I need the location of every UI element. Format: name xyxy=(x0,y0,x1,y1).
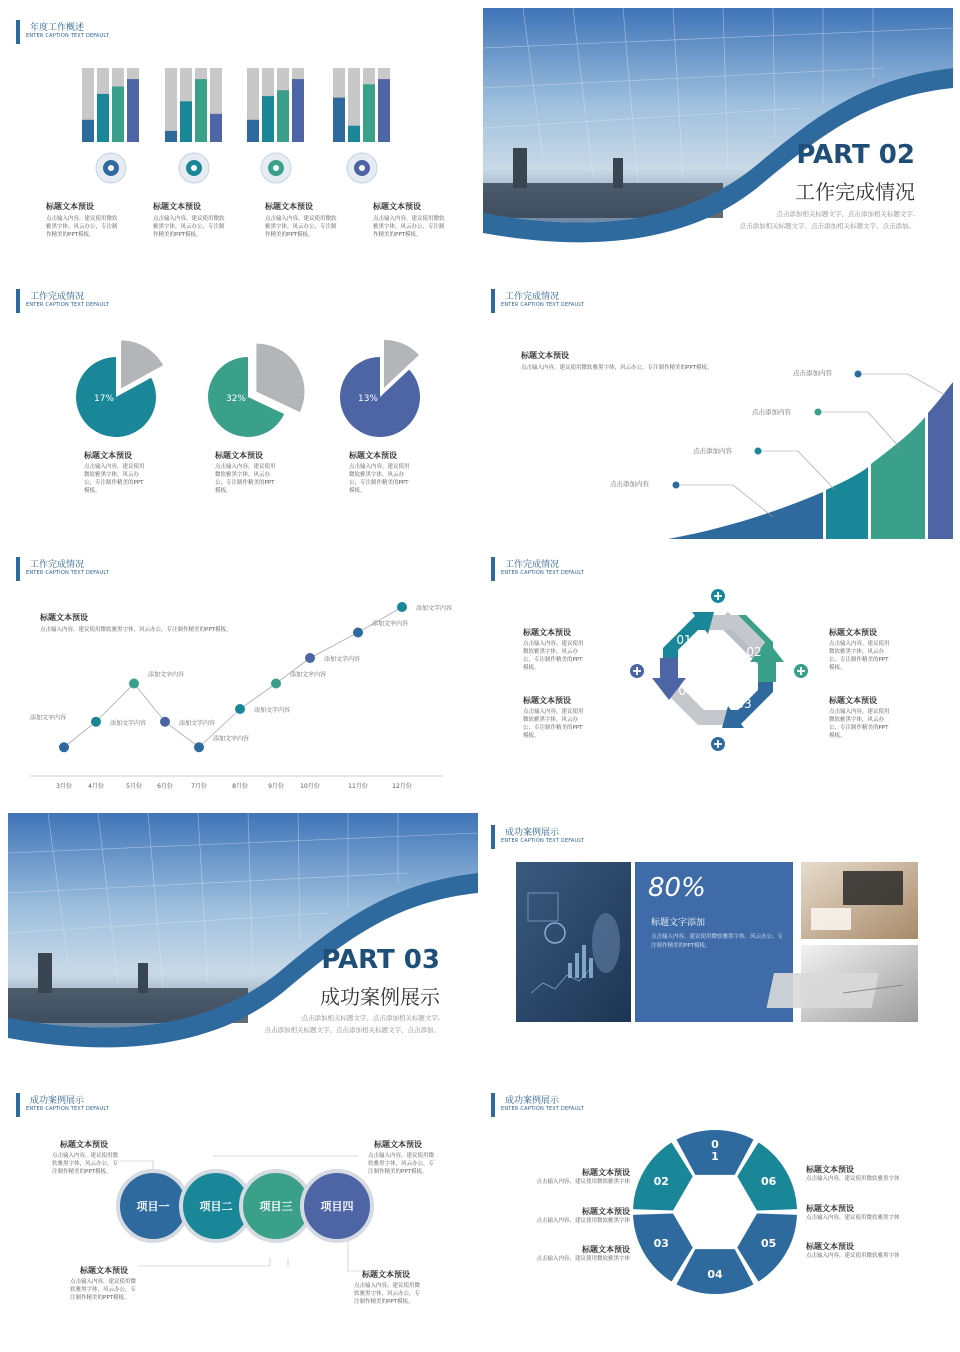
bar-group-1 xyxy=(82,68,139,142)
curve-segment-3 xyxy=(871,417,925,539)
pie-3 xyxy=(340,340,420,437)
pie-value-label: 32% xyxy=(225,394,247,404)
point-label: 添加文字内容 xyxy=(254,707,291,714)
caption-4 xyxy=(373,201,445,239)
curve-segment-4 xyxy=(928,382,953,539)
caption-title: 标题文本预设 xyxy=(374,1140,422,1149)
caption-title: 标题文本预设 xyxy=(523,696,571,705)
caption-title: 标题文本预设 xyxy=(84,451,132,460)
plus-icon-left xyxy=(630,664,644,678)
x-tick-label: 8月份 xyxy=(232,783,248,790)
slide-title: 成功案例展示 xyxy=(30,1096,85,1106)
point-label: 添加文字内容 xyxy=(148,671,185,679)
segment-number: 02 xyxy=(653,1175,669,1188)
data-point xyxy=(129,679,139,689)
x-tick-label: 7月份 xyxy=(191,783,207,790)
x-tick-label: 5月份 xyxy=(126,783,142,790)
caption-right-3 xyxy=(806,1241,928,1260)
part-desc-2: 点击添加相关标题文字、点击添加相关标题文字、点击添加。 xyxy=(739,222,915,230)
slide-projects xyxy=(8,1081,478,1321)
slide-title: 年度工作概述 xyxy=(30,23,85,33)
caption-title: 标题文本预设 xyxy=(582,1168,630,1177)
caption-title: 标题文本预设 xyxy=(806,1242,854,1251)
caption-title: 标题文本预设 xyxy=(582,1207,630,1216)
bar-fill xyxy=(333,98,345,142)
segment-number: 04 xyxy=(707,1268,723,1281)
caption-body: 点击输入内容，建议使用微软雅黑字体，风云办公，专注制作精美的PPT模板。 xyxy=(829,641,890,671)
pie-value-label: 17% xyxy=(93,394,115,404)
data-point xyxy=(353,628,363,638)
curve-segment-2 xyxy=(826,467,868,539)
data-point xyxy=(91,717,101,727)
bar-fill xyxy=(378,79,390,142)
slide-cycle xyxy=(483,545,953,785)
cycle-num-03: 03 xyxy=(736,697,752,711)
caption-body: 点击输入内容，建议使用微软雅黑字体 xyxy=(806,1253,900,1259)
bar-group-4 xyxy=(333,68,390,142)
refresh-icon xyxy=(347,153,377,183)
plus-icon-bottom xyxy=(711,737,725,751)
x-tick-label: 6月份 xyxy=(157,783,173,790)
slide-pie-progress xyxy=(8,277,478,517)
project-label-3: 项目三 xyxy=(259,1200,293,1213)
bar-fill xyxy=(292,79,304,142)
point-label: 添加文字内容 xyxy=(324,656,361,663)
caption-body: 点击输入内容，建议使用微软雅黑字体，风云办公，专注制作精美的PPT模板。 xyxy=(70,1279,137,1301)
caption-body: 点击输入内容，建议使用微软雅黑字体，风云办公，专注制作精美的PPT模板。 xyxy=(46,216,118,238)
slide-growth-curve xyxy=(483,277,953,517)
caption-bottom-right xyxy=(354,1269,422,1306)
bar-fill xyxy=(277,90,289,142)
caption-title: 标题文本预设 xyxy=(523,628,571,637)
tower-1 xyxy=(38,953,52,993)
caption-body: 点击输入内容，建议使用微软雅黑字体 xyxy=(536,1218,630,1224)
caption-left-2 xyxy=(508,1206,630,1225)
point-label: 添加文字内容 xyxy=(290,671,327,679)
data-point xyxy=(235,704,245,714)
curve-label-3: 点击添加内容 xyxy=(693,447,732,455)
caption-body: 点击输入内容，建议使用微软雅黑字体，风云办公，专注制作精美的PPT模板。 xyxy=(829,709,890,739)
data-point xyxy=(160,717,170,727)
caption-right-2 xyxy=(829,695,893,740)
part-number: PART 02 xyxy=(796,140,915,170)
caption-title: 标题文本预设 xyxy=(46,202,94,211)
pie-explode-slice xyxy=(121,340,163,388)
pie-explode-slice xyxy=(256,344,304,412)
gears-icon xyxy=(179,153,209,183)
slide-part-03 xyxy=(8,813,478,1053)
caption-body: 点击输入内容，建议使用微软雅黑字体，风云办公，专注制作精美的PPT模板。 xyxy=(349,464,410,494)
slide-subtitle-en: ENTER CAPTION TEXT DEFAULT xyxy=(26,302,109,308)
point-label: 添加文字内容 xyxy=(372,620,409,628)
stat-percent: 80% xyxy=(648,873,706,903)
caption-title: 标题文本预设 xyxy=(582,1245,630,1254)
x-tick-label: 9月份 xyxy=(268,783,284,790)
plus-icon-top xyxy=(711,589,725,603)
cycle-num-02: 02 xyxy=(746,645,762,659)
point-label: 添加文字内容 xyxy=(110,719,147,727)
point-label: 添加文字内容 xyxy=(416,605,453,612)
caption-title: 标题文本预设 xyxy=(80,1266,128,1275)
pie-value-label: 13% xyxy=(357,394,379,404)
section-body: 点击输入内容，建议使用微软雅黑字体，风云办公，专注制作精美的PPT模板。 xyxy=(521,365,713,371)
curve-label-4: 点击添加内容 xyxy=(610,480,649,488)
segment-number: 05 xyxy=(761,1237,777,1250)
caption-title: 标题文本预设 xyxy=(215,451,263,460)
point-label: 添加文字内容 xyxy=(179,719,216,727)
caption-3 xyxy=(265,201,337,239)
slide-title: 工作完成情况 xyxy=(505,292,560,302)
part-desc-1: 点击添加相关标题文字、点击添加相关标题文字, xyxy=(301,1014,440,1022)
bar-fill xyxy=(165,131,177,142)
curve-label-1: 点击添加内容 xyxy=(793,369,832,377)
slide-subtitle-en: ENTER CAPTION TEXT DEFAULT xyxy=(501,838,584,844)
caption-body: 点击输入内容，建议使用微软雅黑字体 xyxy=(806,1215,900,1221)
caption-body: 点击输入内容，建议使用微软雅黑字体，风云办公，专注制作精美的PPT模板。 xyxy=(153,216,225,238)
pie-main-slice xyxy=(340,357,420,437)
caption-right-1 xyxy=(829,627,893,672)
caption-body: 点击输入内容，建议使用微软雅黑字体 xyxy=(806,1176,900,1182)
caption-title: 标题文本预设 xyxy=(153,202,201,211)
bar-fill xyxy=(112,87,124,143)
data-point xyxy=(271,679,281,689)
slide-case-showcase xyxy=(483,813,953,1053)
bar-fill xyxy=(180,101,192,142)
caption-left-3 xyxy=(508,1244,630,1263)
section-body: 点击输入内容，建议使用微软雅黑字体，风云办公，专注制作精美的PPT模板。 xyxy=(40,627,232,633)
slide-hex-ring xyxy=(483,1081,953,1321)
project-label-1: 项目一 xyxy=(136,1200,170,1213)
part-desc-2: 点击添加相关标题文字、点击添加相关标题文字、点击添加。 xyxy=(264,1026,440,1034)
slide-annual-overview xyxy=(8,8,478,248)
growth-graphic xyxy=(483,277,953,517)
bar-track xyxy=(165,68,177,142)
caption-body: 点击输入内容，建议使用微软雅黑字体，风云办公，专注制作精美的PPT模板。 xyxy=(84,464,145,494)
marker-4 xyxy=(673,482,680,489)
part-desc-1: 点击添加相关标题文字、点击添加相关标题文字, xyxy=(776,210,915,218)
stat-subtitle: 标题文字添加 xyxy=(651,918,706,928)
briefcase-icon xyxy=(261,153,291,183)
data-point xyxy=(397,602,407,612)
segment-number: 03 xyxy=(653,1237,669,1250)
caption-2 xyxy=(153,201,225,239)
caption-title: 标题文本预设 xyxy=(265,202,313,211)
x-tick-label: 12月份 xyxy=(392,783,412,790)
slide-title: 工作完成情况 xyxy=(30,292,85,302)
caption-title: 标题文本预设 xyxy=(806,1204,854,1213)
marker-2 xyxy=(815,409,822,416)
pie-2 xyxy=(208,344,304,437)
slide-title: 工作完成情况 xyxy=(30,560,85,570)
cycle-ring xyxy=(652,612,784,728)
caption-title: 标题文本预设 xyxy=(829,696,877,705)
x-tick-label: 3月份 xyxy=(56,783,72,790)
caption-body: 点击输入内容，建议使用微软雅黑字体，风云办公，专注制作精美的PPT模板。 xyxy=(523,641,584,671)
caption-right-1 xyxy=(806,1164,928,1183)
data-point xyxy=(59,742,69,752)
tower-1 xyxy=(513,148,527,188)
point-label: 添加文字内容 xyxy=(30,714,67,722)
ring-segment xyxy=(677,1130,754,1175)
caption-left-2 xyxy=(523,695,587,740)
bar-fill xyxy=(348,126,360,142)
slide-subtitle-en: ENTER CAPTION TEXT DEFAULT xyxy=(26,1106,109,1112)
pie-1 xyxy=(76,340,163,437)
section-heading: 标题文本预设 xyxy=(521,351,569,360)
segment-number: 0 1 xyxy=(711,1138,719,1163)
bar-fill xyxy=(97,94,109,142)
stat-body: 点击输入内容、建议使用微软雅黑字体、风云办公、专注制作精美的PPT模板。 xyxy=(651,934,784,949)
marker-3 xyxy=(755,448,762,455)
caption-top-left xyxy=(52,1139,120,1176)
part-title: 工作完成情况 xyxy=(795,180,915,204)
data-point xyxy=(194,742,204,752)
bar-group-2 xyxy=(165,68,222,142)
slide-subtitle-en: ENTER CAPTION TEXT DEFAULT xyxy=(501,302,584,308)
caption-body: 点击输入内容，建议使用微软雅黑字体，风云办公，专注制作精美的PPT模板。 xyxy=(265,216,337,238)
bar-fill xyxy=(210,114,222,142)
x-tick-label: 11月份 xyxy=(348,783,368,790)
caption-body: 点击输入内容，建议使用微软雅黑字体，风云办公，专注制作精美的PPT模板。 xyxy=(215,464,276,494)
curve-label-2: 点击添加内容 xyxy=(752,408,791,416)
slide-subtitle-en: ENTER CAPTION TEXT DEFAULT xyxy=(26,570,109,576)
project-label-2: 项目二 xyxy=(199,1200,233,1213)
bar-fill xyxy=(363,84,375,142)
caption-body: 点击输入内容，建议使用微软雅黑字体，风云办公，专注制作精美的PPT模板。 xyxy=(523,709,584,739)
caption-body: 点击输入内容，建议使用微软雅黑字体，风云办公，专注制作精美的PPT模板。 xyxy=(373,216,445,238)
slide-title: 工作完成情况 xyxy=(505,560,560,570)
caption-left-1 xyxy=(523,627,587,672)
x-tick-label: 4月份 xyxy=(88,783,104,790)
slide-part-02 xyxy=(483,8,953,248)
caption-top-right xyxy=(368,1139,436,1176)
caption-title: 标题文本预设 xyxy=(349,451,397,460)
caption-bottom-left xyxy=(70,1265,138,1302)
dashboard-photo xyxy=(516,862,631,1022)
globe-icon xyxy=(96,153,126,183)
cycle-num-04: 04 xyxy=(678,684,694,698)
bar-fill xyxy=(127,79,139,142)
marker-1 xyxy=(855,371,862,378)
caption-title: 标题文本预设 xyxy=(60,1140,108,1149)
data-point xyxy=(305,653,315,663)
line-chart xyxy=(8,545,478,790)
desk-photo xyxy=(801,862,918,939)
caption-body: 点击输入内容，建议使用微软雅黑字体，风云办公，专注制作精美的PPT模板。 xyxy=(52,1153,119,1175)
tower-2 xyxy=(613,158,623,188)
caption-title: 标题文本预设 xyxy=(362,1270,410,1279)
bar-fill xyxy=(195,79,207,142)
bar-fill xyxy=(82,120,94,142)
slide-title: 成功案例展示 xyxy=(505,828,560,838)
caption-2 xyxy=(215,450,279,495)
caption-title: 标题文本预设 xyxy=(373,202,421,211)
bar-fill xyxy=(247,120,259,142)
caption-3 xyxy=(349,450,413,495)
curve-segment-1 xyxy=(668,492,823,539)
caption-body: 点击输入内容，建议使用微软雅黑字体，风云办公，专注制作精美的PPT模板。 xyxy=(354,1283,421,1305)
segment-number: 06 xyxy=(761,1175,777,1188)
slide-subtitle-en: ENTER CAPTION TEXT DEFAULT xyxy=(26,33,109,39)
section-heading: 标题文本预设 xyxy=(40,613,88,622)
caption-1 xyxy=(46,201,118,239)
caption-body: 点击输入内容，建议使用微软雅黑字体，风云办公，专注制作精美的PPT模板。 xyxy=(368,1153,435,1175)
plus-icon-right xyxy=(794,664,808,678)
slide-line-trend xyxy=(8,545,478,790)
ring-segment xyxy=(677,1249,754,1294)
segment-ring xyxy=(483,1081,953,1321)
caption-1 xyxy=(84,450,148,495)
caption-right-2 xyxy=(806,1203,928,1222)
bar-group-3 xyxy=(247,68,304,142)
part-number: PART 03 xyxy=(321,945,440,975)
part-title: 成功案例展示 xyxy=(320,985,440,1009)
x-tick-label: 10月份 xyxy=(300,783,320,790)
caption-title: 标题文本预设 xyxy=(829,628,877,637)
caption-body: 点击输入内容，建议使用微软雅黑字体 xyxy=(536,1179,630,1185)
project-label-4: 项目四 xyxy=(320,1200,354,1213)
slide-subtitle-en: ENTER CAPTION TEXT DEFAULT xyxy=(501,570,584,576)
point-label: 添加文字内容 xyxy=(213,735,250,743)
slide-subtitle-en: ENTER CAPTION TEXT DEFAULT xyxy=(501,1106,584,1112)
slide-title: 成功案例展示 xyxy=(505,1096,560,1106)
caption-title: 标题文本预设 xyxy=(806,1165,854,1174)
bar-fill xyxy=(262,96,274,142)
caption-body: 点击输入内容，建议使用微软雅黑字体 xyxy=(536,1256,630,1262)
tower-2 xyxy=(138,963,148,993)
caption-left-1 xyxy=(508,1167,630,1186)
cycle-num-01: 01 xyxy=(676,633,692,647)
